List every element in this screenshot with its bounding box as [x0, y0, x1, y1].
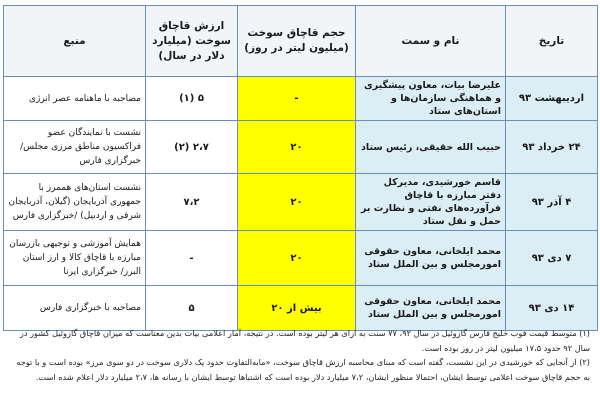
row-name: محمد ایلخانی، معاون حقوقی امورمجلس و بین الملل ستاد: [356, 286, 506, 331]
row-value: ۷،۲: [146, 174, 238, 231]
row-date: ۲۴ خرداد ۹۳: [506, 121, 598, 174]
table-row: [4, 231, 598, 286]
row-source: مصاحبه با خبرگزاری فارس: [4, 286, 146, 331]
row-volume: ۲۰: [238, 174, 356, 231]
row-source: نشست استان‌های هممرز با جمهوری آذربایجان (گیلان، آذربایجان شرقی و اردبیل) /خبرگزاری فارس: [4, 174, 146, 231]
row-value: ۲،۷ (۲): [146, 121, 238, 174]
row-source: همایش آموزشی و توجیهی بازرسان مبارزه با قاچاق کالا و ارز استان البرز/ خبرگزاری ایرنا: [4, 231, 146, 286]
table-row: [4, 121, 598, 174]
table-row: [4, 174, 598, 231]
footnote-2: (۲) از آنجایی که خورشیدی در این نشست، گفته است که مبنای محاسبه ارزش قاچاق سوخت، «مابه‌التفاوت حدود یک دلاری سوخت در دو سوی مرز» بوده است و با توجه به حجم قاچاق سوخت اعلامی توسط ایشان، احتمالا منظور ایشان، ۷،۲ میلیارد دلار بوده است که اشتباها توسط ایشان با رسانه ها، ۲،۷ میلیارد دلار اعلام شده است.: [16, 357, 590, 382]
row-name: علیرضا بیات، معاون پیشگیری و هماهنگی سازمان‌ها و استان‌های ستاد: [356, 77, 506, 121]
row-value: ۵ (۱): [146, 77, 238, 121]
footnotes: [10, 326, 590, 384]
header-name: نام و سمت: [356, 6, 506, 77]
header-date: تاریخ: [506, 6, 598, 77]
row-name: حبیب الله حقیقی، رئیس ستاد: [356, 121, 506, 174]
row-date: ۱۴ دی ۹۳: [506, 286, 598, 331]
row-date: اردیبهشت ۹۳: [506, 77, 598, 121]
row-source: نشست با نمایندگان عضو فراکسیون مناطق مرزی مجلس/خبرگزاری فارس: [4, 121, 146, 174]
table-row: [4, 77, 598, 121]
row-value: ۵: [146, 286, 238, 331]
row-volume: بیش از ۲۰: [238, 286, 356, 331]
row-value: -: [146, 231, 238, 286]
row-date: ۷ دی ۹۳: [506, 231, 598, 286]
header-row: [4, 6, 598, 77]
table-row: [4, 286, 598, 331]
row-name: قاسم خورشیدی، مدیرکل دفتر مبارزه با قاچاق فرآورده‌های نفتی و نظارت بر حمل و نقل ستاد: [356, 174, 506, 231]
row-volume: ۲۰: [238, 121, 356, 174]
row-source: مصاحبه با ماهنامه عصر انرژی: [4, 77, 146, 121]
fuel-smuggling-table: [3, 5, 598, 331]
row-date: ۴ آذر ۹۳: [506, 174, 598, 231]
header-source: منبع: [4, 6, 146, 77]
footnote-1: (۱) متوسط قیمت فوب خلیج فارس گازوئیل در سال ۹۲، ۷۷ سنت به ازای هر لیتر بوده است. در نتیجه، آمار اعلامی بیات بدین معناست که میزان قاچاق گازوئیل کشور در سال ۹۲ حدود ۱۷،۵ میلیون لیتر در روز بوده است.: [19, 328, 590, 353]
row-volume: -: [238, 77, 356, 121]
header-volume: حجم قاچاق سوخت (میلیون لیتر در روز): [238, 6, 356, 77]
row-volume: ۲۰: [238, 231, 356, 286]
header-value: ارزش قاچاق سوخت (میلیارد دلار در سال): [146, 6, 238, 77]
row-name: محمد ایلخانی، معاون حقوقی امورمجلس و بین الملل ستاد: [356, 231, 506, 286]
